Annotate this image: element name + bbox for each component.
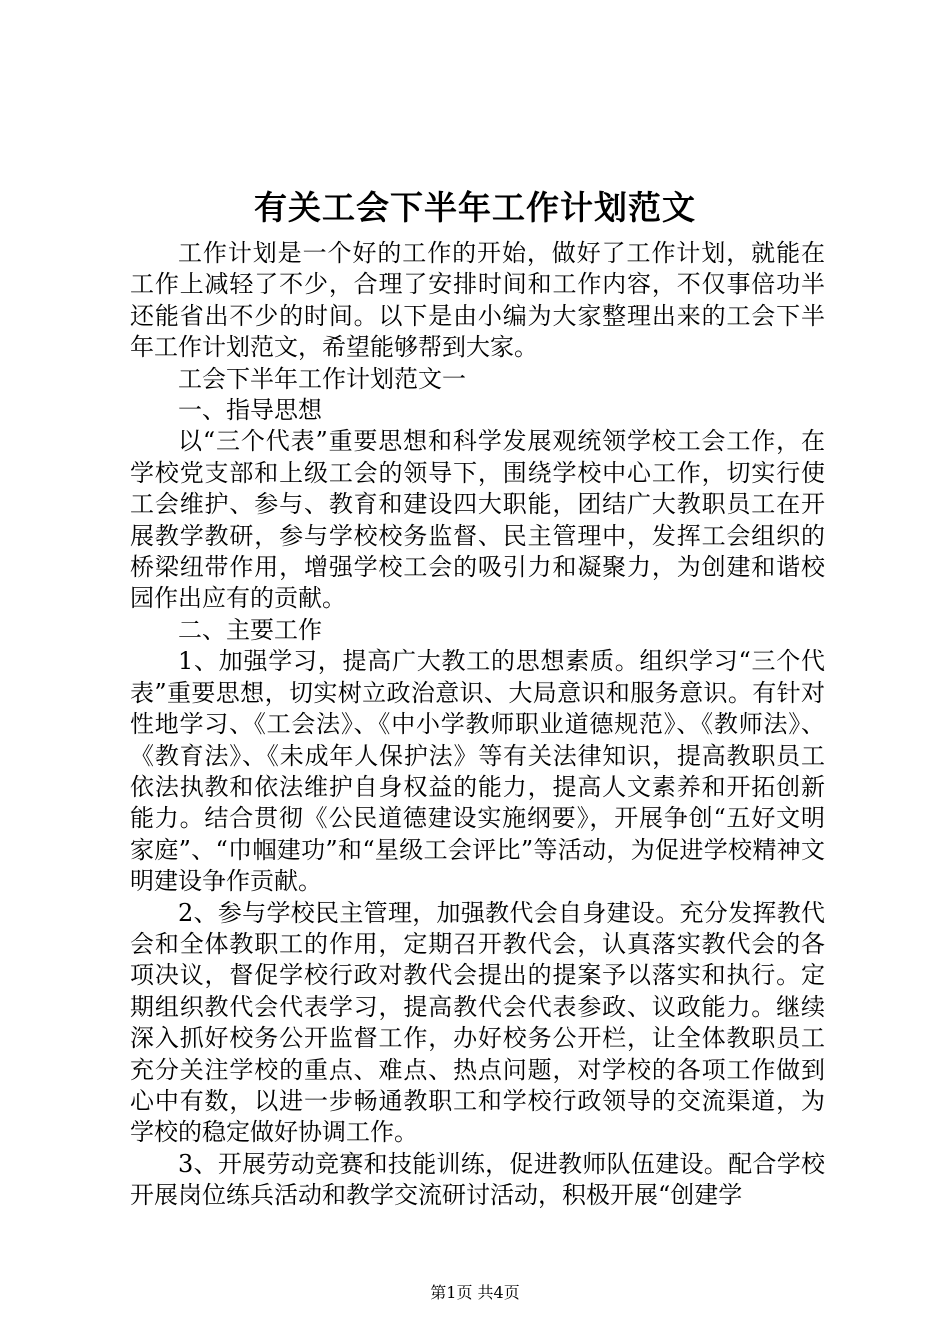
page-number-footer: 第1页 共4页 <box>430 1283 520 1302</box>
body-paragraph: 3、开展劳动竞赛和技能训练，促进教师队伍建设。配合学校开展岗位练兵活动和教学交流研讨活动，积极开展“创建学 <box>130 1149 825 1210</box>
body-paragraph: 1、加强学习，提高广大教工的思想素质。组织学习“三个代表”重要思想，切实树立政治意识、大局意识和服务意识。有针对性地学习、《工会法》、《中小学教师职业道德规范》、《教师法》、《教育法》、《未成年人保护法》等有关法律知识，提高教职员工依法执教和依法维护自身权益的能力，提高人文素养和开拓创新能力。结合贯彻《公民道德建设实施纲要》，开展争创“五好文明家庭”、“巾帼建功”和“星级工会评比”等活动，为促进学校精神文明建设争作贡献。 <box>130 647 825 896</box>
document-body <box>130 238 825 1212</box>
body-paragraph: 以“三个代表”重要思想和科学发展观统领学校工会工作，在学校党支部和上级工会的领导下，围绕学校中心工作，切实行使工会维护、参与、教育和建设四大职能，团结广大教职员工在开展教学教研，参与学校校务监督、民主管理中，发挥工会组织的桥梁纽带作用，增强学校工会的吸引力和凝聚力，为创建和谐校园作出应有的贡献。 <box>130 427 825 613</box>
subsection-heading: 二、主要工作 <box>178 615 322 644</box>
body-paragraph: 2、参与学校民主管理，加强教代会自身建设。充分发挥教代会和全体教职工的作用，定期召开教代会，认真落实教代会的各项决议，督促学校行政对教代会提出的提案予以落实和执行。定期组织教代会代表学习，提高教代会代表参政、议政能力。继续深入抓好校务公开监督工作，办好校务公开栏，让全体教职员工充分关注学校的重点、难点、热点问题，对学校的各项工作做到心中有数，以进一步畅通教职工和学校行政领导的交流渠道，为学校的稳定做好协调工作。 <box>130 898 825 1147</box>
document-title: 有关工会下半年工作计划范文 <box>254 188 696 227</box>
section-heading: 工会下半年工作计划范文一 <box>178 364 466 393</box>
subsection-heading: 一、指导思想 <box>178 396 322 425</box>
intro-paragraph: 工作计划是一个好的工作的开始，做好了工作计划，就能在工作上减轻了不少，合理了安排时间和工作内容，不仅事倍功半还能省出不少的时间。以下是由小编为大家整理出来的工会下半年工作计划范文，希望能够帮到大家。 <box>130 239 825 362</box>
